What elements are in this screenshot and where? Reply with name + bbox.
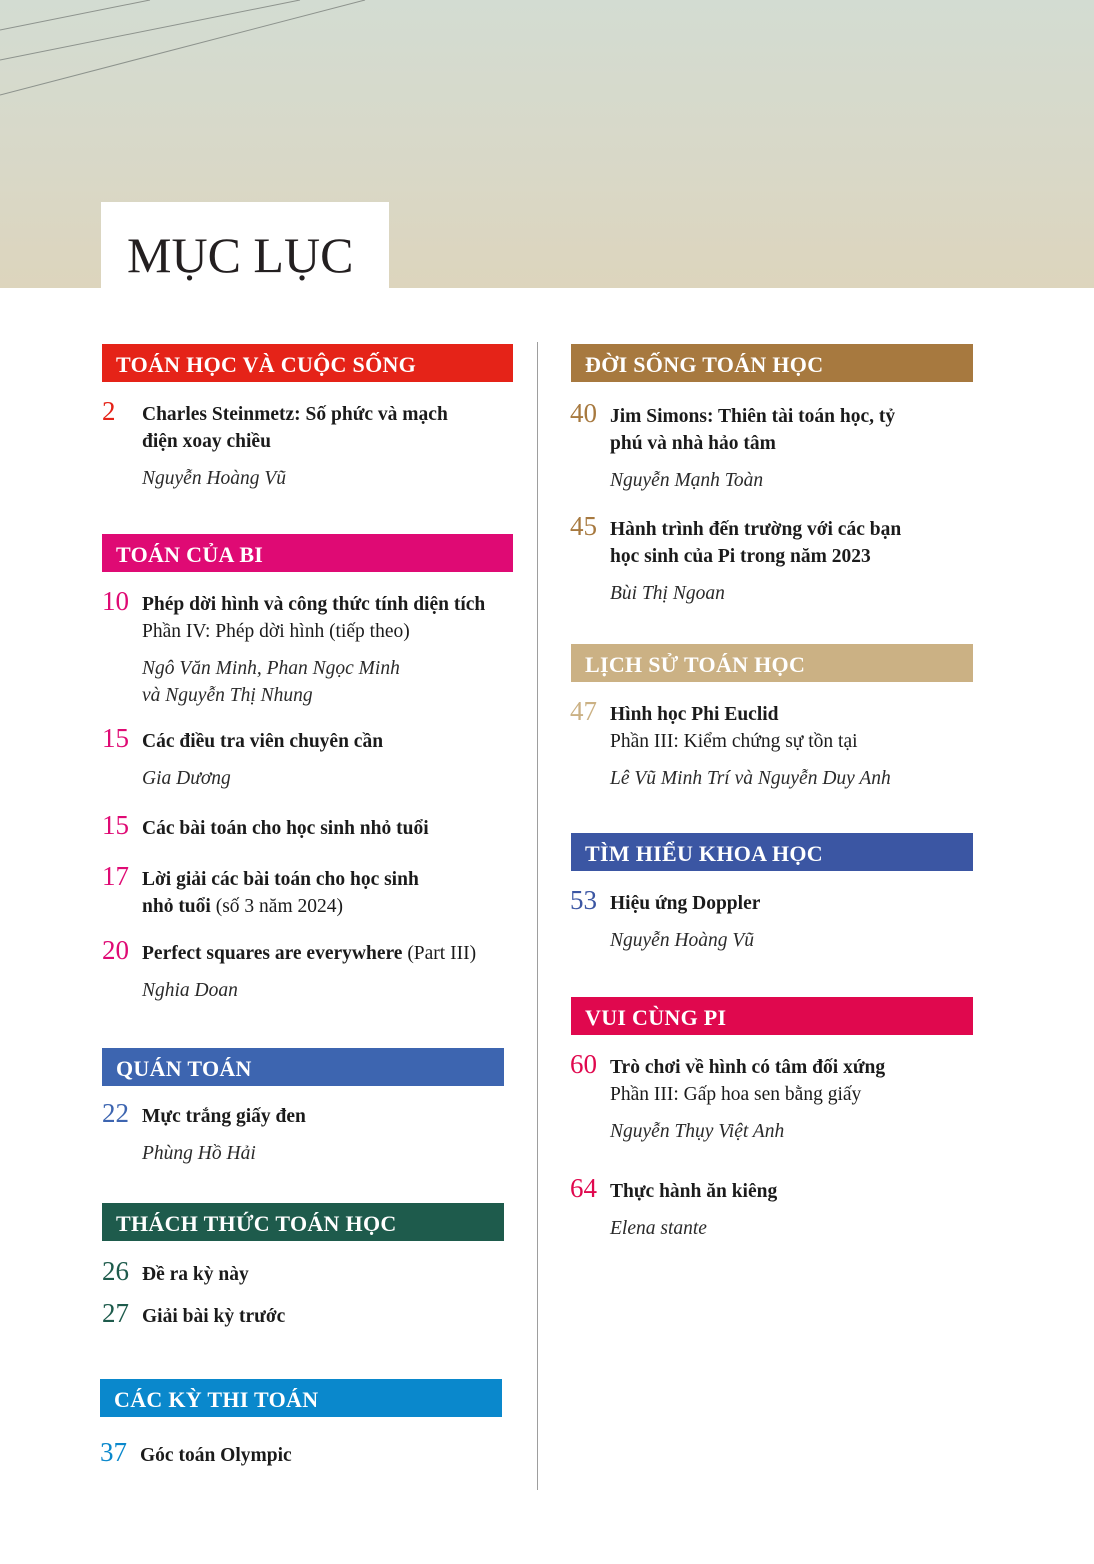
page-number: 17 [102,861,129,891]
entry-author: Ngô Văn Minh, Phan Ngọc Minh [142,658,400,679]
section-header-cac-ky-thi-toan: CÁC KỲ THI TOÁN [100,1379,502,1417]
entry-title: Mực trắng giấy đen [142,1106,306,1127]
entry-note: (Part III) [407,943,477,964]
entry-author: Nguyễn Mạnh Toàn [610,470,764,491]
entry-title: Phép dời hình và công thức tính diện tích [142,594,486,615]
section-header-quan-toan: QUÁN TOÁN [102,1048,504,1086]
section-header-thach-thuc-toan-hoc: THÁCH THỨC TOÁN HỌC [102,1203,504,1241]
entry-author: Nguyễn Hoàng Vũ [610,930,755,951]
entry-title: nhỏ tuổi [142,896,211,917]
entry-title: Trò chơi về hình có tâm đối xứng [610,1057,886,1078]
entry-title: phú và nhà hảo tâm [610,433,776,454]
page-number: 20 [102,935,129,965]
page-number: 37 [100,1437,127,1467]
entry-title: Đề ra kỳ này [142,1264,249,1285]
entry-subtitle: Phần III: Kiểm chứng sự tồn tại [610,731,858,752]
section-header-tim-hieu-khoa-hoc: TÌM HIỂU KHOA HỌC [571,833,973,871]
entry-author: Nguyễn Hoàng Vũ [142,468,287,489]
entry-title: Hình học Phi Euclid [610,704,779,725]
section-header-vui-cung-pi: VUI CÙNG PI [571,997,973,1035]
page-title-box [101,202,389,290]
page-number: 26 [102,1256,129,1286]
entry-title: Góc toán Olympic [140,1445,292,1466]
section-header-lich-su-toan-hoc: LỊCH SỬ TOÁN HỌC [571,644,973,682]
page-number: 45 [570,511,597,541]
entry-title: Các điều tra viên chuyên cần [142,731,384,752]
page-number: 64 [570,1173,597,1203]
page-number: 53 [570,885,597,915]
entry-title: Các bài toán cho học sinh nhỏ tuổi [142,818,429,839]
page-number: 22 [102,1098,129,1128]
entry-title: Charles Steinmetz: Số phức và mạch điện xoay chiều [142,404,448,452]
entry-title: Giải bài kỳ trước [142,1306,286,1327]
entry-title: Hiệu ứng Doppler [610,893,761,914]
section-header-toan-cua-bi: TOÁN CỦA BI [102,534,513,572]
entry-title: Perfect squares are everywhere [142,943,403,964]
entry-title: Thực hành ăn kiêng [610,1181,778,1202]
section-header-doi-song-toan-hoc: ĐỜI SỐNG TOÁN HỌC [571,344,973,382]
page-number: 2 [102,396,116,426]
page-number: 27 [102,1298,129,1328]
entry-author: Nguyễn Thụy Việt Anh [610,1121,785,1142]
section-header-toan-hoc-va-cuoc-song: TOÁN HỌC VÀ CUỘC SỐNG [102,344,513,382]
entry-author: và Nguyễn Thị Nhung [142,685,313,706]
entry-author: Phùng Hồ Hải [142,1143,256,1164]
entry-title: học sinh của Pi trong năm 2023 [610,546,871,567]
entry-note: (số 3 năm 2024) [215,896,343,917]
entry-title: Hành trình đến trường với các bạn [610,519,902,540]
decorative-lines [0,0,400,100]
entry-author: Bùi Thị Ngoan [610,583,725,604]
page-title: MỤC LỤC [127,227,354,283]
entry-author: Lê Vũ Minh Trí và Nguyễn Duy Anh [610,768,891,789]
page-number: 15 [102,723,129,753]
page-number: 47 [570,696,597,726]
entry-author: Nghia Doan [142,980,238,1001]
page-number: 15 [102,810,129,840]
column-divider [537,342,538,1490]
page-number: 40 [570,398,597,428]
page-number: 60 [570,1049,597,1079]
entry-title: Lời giải các bài toán cho học sinh [142,869,419,890]
entry-title: Jim Simons: Thiên tài toán học, tỷ [610,406,896,427]
page-number: 10 [102,586,129,616]
entry-author: Elena stante [610,1218,707,1239]
entry-subtitle: Phần IV: Phép dời hình (tiếp theo) [142,621,410,642]
entry-subtitle: Phần III: Gấp hoa sen bằng giấy [610,1084,862,1105]
entry-author: Gia Dương [142,768,231,789]
